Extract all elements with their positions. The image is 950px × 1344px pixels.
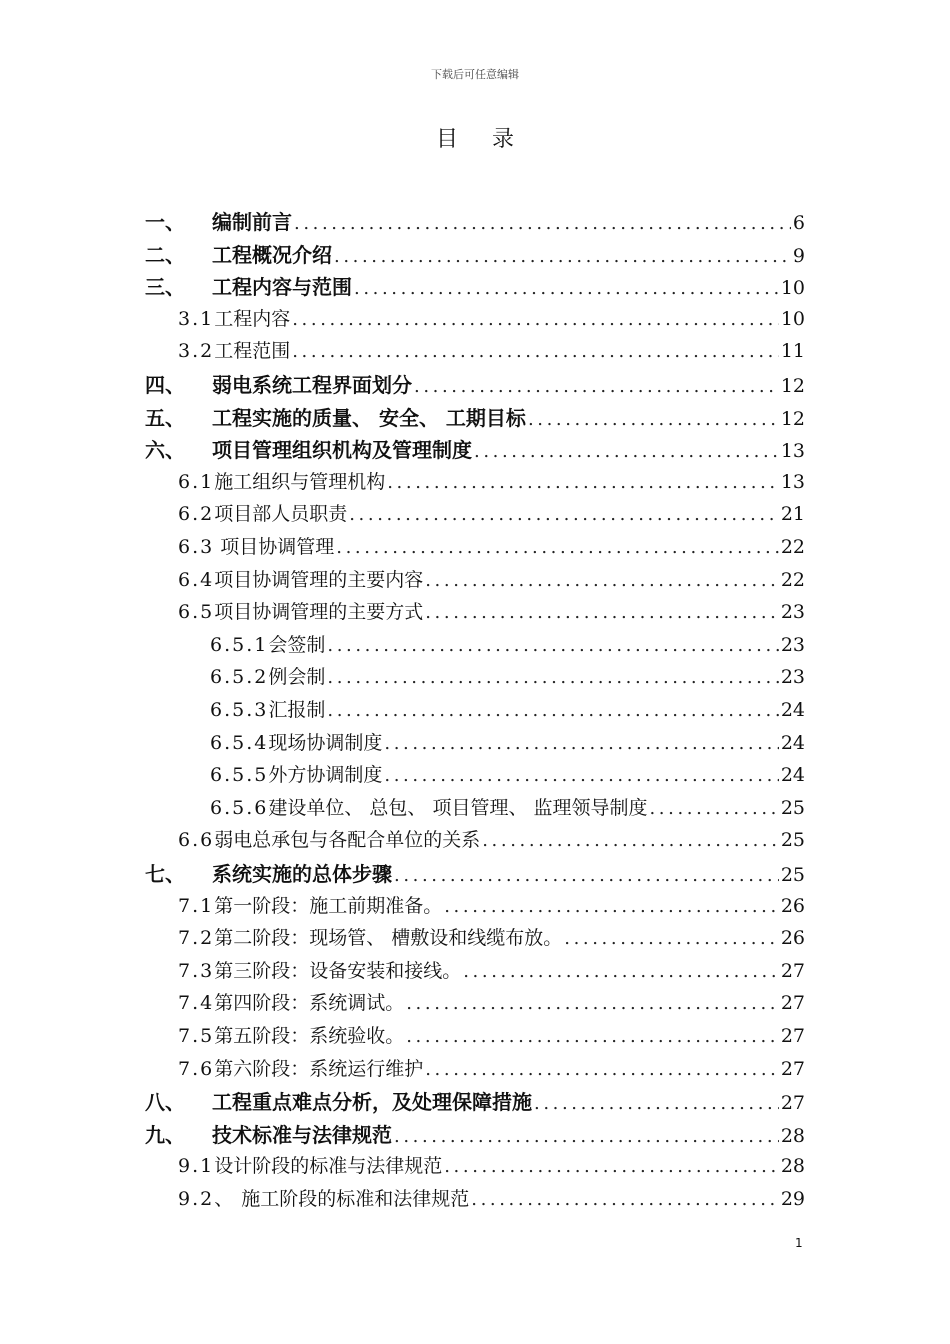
- toc-entry-text: 项目协调管理的主要方式: [214, 601, 424, 624]
- toc-entry-title: [178, 1151, 442, 1178]
- toc-entry-text: 建设单位、 总包、 项目管理、 监理领导制度: [268, 796, 648, 819]
- toc-entry-number: 7.4: [178, 992, 215, 1015]
- toc-entry-page: 27: [780, 959, 805, 982]
- toc-leader-dots: [384, 733, 778, 754]
- toc-leader-dots: [534, 1093, 779, 1114]
- toc-entry-title: [178, 923, 562, 950]
- toc-entry[interactable]: [178, 304, 805, 334]
- toc-leader-dots: [528, 409, 779, 430]
- toc-entry-number: 7.5: [178, 1025, 215, 1047]
- toc-entry-title: [178, 825, 480, 852]
- toc-entry-number: 9.2、: [178, 1188, 236, 1210]
- toc-entry[interactable]: [178, 956, 805, 986]
- toc-leader-dots: [384, 765, 778, 786]
- toc-entry-title: [145, 402, 526, 431]
- toc-entry-page: 23: [780, 601, 805, 624]
- toc-entry-page: 11: [780, 340, 805, 363]
- toc-entry-title: [145, 239, 332, 268]
- toc-entry[interactable]: [210, 760, 805, 790]
- toc-entry-text: 工程重点难点分析，及处理保障措施: [212, 1090, 532, 1115]
- toc-entry-page: 13: [780, 470, 805, 493]
- toc-entry-number: 6.5.1: [210, 633, 269, 656]
- toc-entry[interactable]: [178, 1184, 805, 1214]
- toc-entry-number: 六、: [145, 438, 185, 463]
- toc-entry-number: 6.5.2: [210, 666, 269, 689]
- toc-entry-number: 6.5: [178, 601, 215, 624]
- toc-entry-number: 3.1: [178, 307, 215, 330]
- toc-leader-dots: [482, 830, 779, 851]
- toc-entry[interactable]: [178, 467, 805, 497]
- toc-leader-dots: [444, 896, 779, 917]
- toc-entry-number: 6.5.3: [210, 699, 269, 721]
- toc-entry-title: [178, 597, 423, 624]
- toc-leader-dots: [294, 213, 791, 234]
- toc-title: 目录: [435, 127, 548, 152]
- toc-entry-text: 项目协调管理: [214, 536, 335, 558]
- toc-entry-page: 29: [780, 1188, 805, 1210]
- toc-entry-number: 6.3: [178, 536, 215, 558]
- toc-entry-page: 13: [780, 440, 805, 463]
- toc-entry-text: 弱电系统工程界面划分: [212, 373, 412, 397]
- toc-entry-title: [178, 1021, 404, 1048]
- toc-entry-page: 28: [780, 1124, 805, 1147]
- toc-entry[interactable]: [145, 239, 805, 269]
- toc-leader-dots: [394, 1126, 779, 1147]
- toc-entry-text: 第五阶段：系统验收。: [214, 1025, 405, 1047]
- toc-entry-number: 三、: [145, 275, 185, 300]
- toc-entry[interactable]: [178, 923, 805, 953]
- toc-entry-page: 6: [792, 212, 805, 234]
- toc-leader-dots: [394, 865, 779, 886]
- toc-entry-page: 26: [780, 894, 805, 917]
- toc-entry-number: 9.1: [178, 1155, 215, 1178]
- toc-entry-number: 四、: [145, 373, 185, 397]
- toc-entry-title: [178, 532, 334, 559]
- toc-entry-title: [178, 499, 347, 526]
- toc-leader-dots: [414, 376, 779, 397]
- toc-leader-dots: [425, 602, 779, 623]
- toc-leader-dots: [349, 504, 779, 525]
- toc-entry-title: [145, 206, 292, 235]
- toc-entry-text: 编制前言: [212, 210, 292, 234]
- toc-entry[interactable]: [145, 1119, 805, 1149]
- toc-entry-title: [178, 467, 385, 494]
- toc-leader-dots: [471, 1189, 779, 1210]
- toc-entry-title: [178, 891, 442, 918]
- toc-entry-text: 第四阶段：系统调试。: [214, 992, 405, 1015]
- toc-leader-dots: [406, 993, 779, 1014]
- toc-leader-dots: [292, 341, 779, 362]
- toc-leader-dots: [406, 1026, 779, 1047]
- toc-entry-page: 24: [780, 699, 805, 721]
- toc-entry-page: 25: [780, 829, 805, 852]
- toc-leader-dots: [425, 570, 779, 591]
- toc-entry-text: 工程内容与范围: [212, 275, 352, 300]
- toc-entry-page: 23: [780, 666, 805, 689]
- toc-leader-dots: [387, 472, 779, 493]
- toc-entry-page: 27: [780, 992, 805, 1015]
- toc-entry-text: 工程概况介绍: [212, 242, 332, 267]
- toc-entry-text: 工程范围: [214, 340, 291, 363]
- toc-entry-number: 6.5.5: [210, 764, 269, 787]
- toc-entry-number: 6.1: [178, 470, 215, 493]
- toc-leader-dots: [327, 667, 778, 688]
- toc-entry-page: 22: [780, 568, 805, 591]
- toc-entry[interactable]: [210, 793, 805, 823]
- toc-entry-number: 3.2: [178, 340, 215, 363]
- toc-entry-number: 6.6: [178, 829, 215, 852]
- toc-leader-dots: [327, 635, 778, 656]
- toc-entry[interactable]: [178, 825, 805, 855]
- toc-entry-title: [210, 630, 325, 657]
- toc-leader-dots: [336, 537, 779, 558]
- toc-entry-text: 第三阶段：设备安装和接线。: [214, 959, 462, 982]
- toc-entry-page: 12: [780, 375, 805, 397]
- toc-entry-page: 27: [780, 1092, 805, 1115]
- toc-entry-page: 23: [780, 633, 805, 656]
- toc-entry-title: [178, 304, 290, 331]
- toc-entry-title: [178, 956, 461, 983]
- toc-entry-title: [145, 434, 472, 463]
- toc-entry[interactable]: [178, 336, 805, 366]
- toc-entry-title: [178, 565, 423, 592]
- toc-entry-page: 28: [780, 1155, 805, 1178]
- toc-entry-page: 26: [780, 927, 805, 950]
- toc-entry-title: [210, 695, 325, 722]
- toc-leader-dots: [354, 278, 779, 299]
- toc-entry[interactable]: [145, 858, 805, 888]
- toc-entry-text: 会签制: [268, 633, 326, 656]
- toc-entry[interactable]: [178, 891, 805, 921]
- toc-entry[interactable]: [178, 597, 805, 627]
- toc-entry-text: 汇报制: [268, 699, 326, 721]
- toc-leader-dots: [564, 928, 779, 949]
- toc-entry[interactable]: [210, 662, 805, 692]
- toc-entry-text: 例会制: [268, 666, 326, 689]
- toc-entry-number: 6.5.4: [210, 731, 269, 754]
- toc-entry[interactable]: [178, 988, 805, 1018]
- toc-entry-title: [145, 1119, 392, 1148]
- toc-entry[interactable]: [210, 728, 805, 758]
- toc-entry-number: 6.4: [178, 568, 215, 591]
- toc-entry-title: [145, 858, 392, 887]
- toc-entry-page: 25: [780, 796, 805, 819]
- toc-entry-title: [178, 1184, 469, 1211]
- toc-entry-text: 现场协调制度: [268, 731, 383, 754]
- toc-entry-number: 五、: [145, 405, 185, 430]
- toc-entry-number: 6.2: [178, 503, 215, 526]
- toc-entry-text: 施工阶段的标准和法律规范: [235, 1188, 470, 1210]
- toc-entry-number: 7.1: [178, 894, 215, 917]
- toc-entry-title: [145, 1086, 532, 1115]
- toc-entry-title: [145, 271, 352, 300]
- toc-entry-text: 工程实施的质量、 安全、 工期目标: [212, 405, 526, 430]
- toc-entry-number: 八、: [145, 1090, 185, 1115]
- toc-entry-number: 6.5.6: [210, 796, 269, 819]
- page-header: 下载后可任意编辑: [431, 68, 519, 81]
- toc-entry-text: 工程内容: [214, 307, 291, 330]
- toc-entry-page: 25: [780, 864, 805, 886]
- toc-entry[interactable]: [145, 434, 805, 464]
- page-number: 1: [795, 1236, 803, 1250]
- toc-entry-text: 第六阶段：系统运行维护: [214, 1057, 424, 1080]
- toc-entry[interactable]: [145, 206, 805, 236]
- toc-entry-text: 项目管理组织机构及管理制度: [212, 438, 472, 463]
- toc-entry-number: 九、: [145, 1122, 185, 1147]
- toc-entry-page: 10: [780, 307, 805, 330]
- toc-entry[interactable]: [210, 630, 805, 660]
- toc-entry-page: 22: [780, 536, 805, 558]
- toc-entry-title: [210, 793, 647, 820]
- toc-entry-title: [178, 988, 404, 1015]
- toc-leader-dots: [463, 961, 779, 982]
- toc-leader-dots: [292, 309, 779, 330]
- toc-entry-title: [210, 662, 325, 689]
- toc-entry-text: 项目部人员职责: [214, 503, 348, 526]
- toc-entry-page: 21: [780, 503, 805, 526]
- toc-leader-dots: [425, 1059, 779, 1080]
- toc-entry-page: 10: [780, 277, 805, 300]
- toc-entry[interactable]: [145, 369, 805, 399]
- toc-entry-text: 第二阶段：现场管、 槽敷设和线缆布放。: [214, 927, 563, 950]
- toc-entry-number: 二、: [145, 242, 185, 267]
- toc-leader-dots: [649, 798, 778, 819]
- toc-entry[interactable]: [210, 695, 805, 725]
- toc-entry-page: 24: [780, 731, 805, 754]
- toc-entry-page: 27: [780, 1057, 805, 1080]
- toc-entry-title: [210, 728, 382, 755]
- toc-entry[interactable]: [178, 565, 805, 595]
- toc-entry-title: [178, 336, 290, 363]
- toc-entry-text: 技术标准与法律规范: [212, 1122, 392, 1147]
- toc-entry[interactable]: [178, 1151, 805, 1181]
- toc-leader-dots: [327, 700, 778, 721]
- toc-entry-page: 27: [780, 1025, 805, 1047]
- toc-entry-number: 7.6: [178, 1057, 215, 1080]
- toc-entry-page: 12: [780, 407, 805, 430]
- toc-entry-text: 项目协调管理的主要内容: [214, 568, 424, 591]
- toc-entry[interactable]: [178, 499, 805, 529]
- toc-entry[interactable]: [145, 271, 805, 301]
- toc-entry-text: 外方协调制度: [268, 764, 383, 787]
- toc-entry-text: 系统实施的总体步骤: [212, 862, 392, 886]
- toc-entry-number: 一、: [145, 210, 185, 234]
- toc-entry-title: [178, 1054, 423, 1081]
- toc-leader-dots: [334, 246, 791, 267]
- toc-entry-number: 7.3: [178, 959, 215, 982]
- toc-entry-title: [210, 760, 382, 787]
- toc-entry-text: 弱电总承包与各配合单位的关系: [214, 829, 481, 852]
- toc-entry[interactable]: [178, 1054, 805, 1084]
- toc-entry-text: 施工组织与管理机构: [214, 470, 386, 493]
- toc-entry[interactable]: [178, 532, 805, 562]
- toc-leader-dots: [474, 441, 779, 462]
- toc-entry-number: 七、: [145, 862, 185, 886]
- toc-entry-page: 9: [792, 244, 805, 267]
- toc-entry[interactable]: [178, 1021, 805, 1051]
- toc-entry[interactable]: [145, 402, 805, 432]
- toc-entry-page: 24: [780, 764, 805, 787]
- toc-entry-text: 第一阶段：施工前期准备。: [214, 894, 443, 917]
- toc-entry-number: 7.2: [178, 927, 215, 950]
- toc-entry-title: [145, 369, 412, 398]
- toc-entry[interactable]: [145, 1086, 805, 1116]
- toc-entry-text: 设计阶段的标准与法律规范: [214, 1155, 443, 1178]
- toc-leader-dots: [444, 1156, 779, 1177]
